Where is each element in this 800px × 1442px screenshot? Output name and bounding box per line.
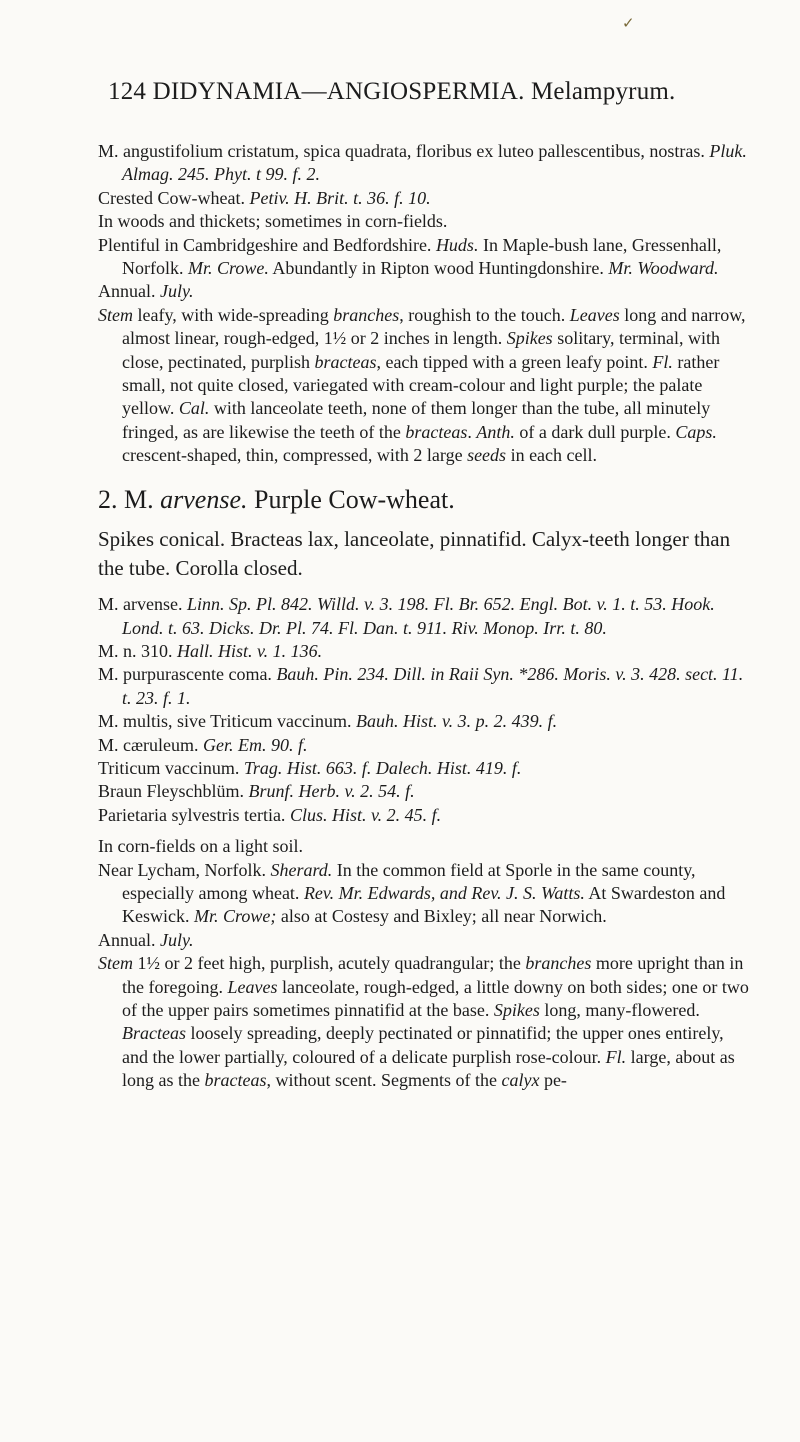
species-number: 2. M.: [98, 484, 161, 514]
description-paragraph: [98, 304, 750, 468]
citation-ref: Brunf. Herb. v. 2. 54. f.: [248, 781, 415, 802]
synonym-list: [98, 140, 750, 210]
text-run: large, about as long as the: [122, 1046, 735, 1091]
text-run: At Swardeston and Keswick.: [122, 882, 726, 927]
synonym-entry: [98, 757, 750, 780]
italic-term: Fl.: [605, 1046, 627, 1067]
text-run: pe-: [539, 1070, 567, 1091]
italic-term: bracteas: [204, 1070, 267, 1091]
italic-term: Mr. Crowe;: [193, 906, 277, 927]
text-run: solitary, terminal, with close, pectinated, purplish: [122, 328, 720, 372]
page-body: [98, 140, 750, 1093]
habitat: In corn-fields on a light soil.: [98, 836, 303, 857]
locality-place: In Maple-bush lane, Gressenhall, Norfolk.: [122, 234, 722, 279]
text-run: in each cell.: [506, 445, 598, 466]
italic-term: branches: [525, 953, 592, 974]
text-run: lanceolate, rough-edged, a little downy on both sides; one or two of the upper pairs sometimes pinnatifid at the base.: [122, 976, 749, 1020]
synonym-name: Crested Cow-wheat.: [98, 187, 250, 208]
citation-ref: Pluk. Almag. 245. Phyt. t 99. f. 2.: [122, 141, 747, 185]
synonym-entry: [98, 804, 750, 827]
running-title: DIDYNAMIA—ANGIOSPERMIA. Melampyrum.: [152, 78, 676, 105]
italic-term: Stem: [98, 953, 133, 974]
duration: Annual.: [98, 929, 156, 950]
italic-term: Anth.: [476, 421, 515, 442]
synonym-name: M. cæruleum.: [98, 734, 203, 755]
citation-ref: Hall. Hist. v. 1. 136.: [177, 640, 323, 661]
species-diagnosis: Spikes conical. Bracteas lax, lanceolate, pinnatifid. Calyx-teeth longer than the tube. Corolla closed.: [98, 527, 731, 581]
description-paragraph: [98, 952, 750, 1092]
text-run: rather small, not quite closed, variegated with cream-colour and light purple; the palate yellow.: [122, 351, 720, 419]
text-run: .: [467, 421, 477, 442]
citation-ref: Trag. Hist. 663. f. Dalech. Hist. 419. f.: [243, 757, 522, 778]
text-run: In the common field at Sporle in the same county, especially among wheat.: [122, 859, 696, 903]
locality-authority: Mr. Woodward.: [608, 258, 719, 279]
citation-ref: Petiv. H. Brit. t. 36. f. 10.: [249, 187, 431, 208]
locality-text: [98, 234, 750, 281]
synonym-name: Braun Fleyschblüm.: [98, 781, 249, 802]
italic-term: Leaves: [569, 304, 620, 325]
italic-term: Spikes: [493, 1000, 540, 1020]
italic-term: seeds: [467, 445, 507, 466]
italic-term: calyx: [501, 1070, 540, 1091]
synonym-name: M. purpurascente coma.: [98, 664, 277, 685]
text-run: with lanceolate teeth, none of them longer than the tube, all minutely fringed, as are likewise the teeth of the: [122, 398, 711, 442]
synonym-entry: [98, 710, 750, 733]
synonym-entry: [98, 140, 750, 187]
duration-line: [98, 929, 750, 952]
text-run: , roughish to the touch.: [399, 304, 570, 325]
corner-tick-mark: ✓: [622, 16, 635, 32]
text-run: , without scent. Segments of the: [266, 1070, 502, 1091]
synonym-entry: [98, 593, 750, 640]
citation-ref: Clus. Hist. v. 2. 45. f.: [289, 804, 442, 825]
species-epithet: arvense.: [160, 484, 248, 514]
italic-term: Rev. Mr. Edwards, and Rev. J. S. Watts.: [303, 882, 585, 903]
locality-text: [98, 859, 750, 929]
species-common-name: Purple Cow-wheat.: [247, 484, 455, 514]
locality-place: Plentiful in Cambridgeshire and Bedfordshire.: [98, 234, 436, 255]
flowering-month: July.: [160, 929, 194, 950]
synonym-name: Triticum vaccinum.: [98, 757, 244, 778]
text-run: leafy, with wide-spreading: [133, 304, 334, 325]
synonym-entry: [98, 663, 750, 710]
italic-term: branches: [333, 304, 400, 325]
italic-term: Bracteas: [122, 1023, 186, 1044]
italic-term: Caps.: [675, 421, 717, 442]
page-number: 124: [108, 78, 147, 105]
citation-ref: Ger. Em. 90. f.: [203, 734, 308, 755]
locality-authority: Huds.: [435, 234, 479, 255]
locality-place: Abundantly in Ripton wood Huntingdonshire.: [268, 258, 609, 279]
italic-term: Cal.: [178, 398, 210, 419]
text-run: crescent-shaped, thin, compressed, with 2 large: [122, 445, 468, 466]
citation-ref: Bauh. Pin. 234. Dill. in Raii Syn. *286. Moris. v. 3. 428. sect. 11. t. 23. f. 1.: [122, 664, 744, 708]
species-heading: [98, 484, 750, 514]
flowering-month: July.: [160, 281, 194, 302]
synonym-entry: [98, 734, 750, 757]
text-run: long, many-flowered.: [539, 1000, 700, 1020]
italic-term: Stem: [98, 304, 133, 325]
text-run: , each tipped with a green leafy point.: [376, 351, 653, 372]
text-run: long and narrow, almost linear, rough-edged, 1½ or 2 inches in length.: [122, 304, 746, 349]
text-run: of a dark dull purple.: [514, 421, 676, 442]
running-header: [108, 78, 768, 106]
synonym-name: M. arvense.: [98, 594, 187, 615]
crested-cow-wheat-entry: [98, 140, 750, 468]
synonym-entry: [98, 640, 750, 663]
italic-term: Leaves: [227, 976, 278, 997]
locality-authority: Mr. Crowe.: [188, 258, 269, 279]
synonym-name: M. multis, sive Triticum vaccinum.: [98, 711, 357, 732]
duration: Annual.: [98, 281, 156, 302]
italic-term: Spikes: [506, 328, 553, 349]
citation-ref: Linn. Sp. Pl. 842. Willd. v. 3. 198. Fl. Br. 652. Engl. Bot. v. 1. t. 53. Hook. Lond. t. 63. Dicks. Dr. Pl. 74. Fl. Dan. t. 911. Riv. Monop. Irr. t. 80.: [122, 594, 715, 638]
duration-line: [98, 280, 750, 303]
synonym-name: M. n. 310.: [98, 640, 178, 661]
italic-term: Fl.: [652, 351, 673, 372]
italic-term: bracteas: [405, 421, 468, 442]
habitat: In woods and thickets; sometimes in corn-fields.: [98, 211, 448, 232]
synonym-entry: [98, 187, 750, 210]
text-run: more upright than in the foregoing.: [122, 953, 744, 997]
text-run: loosely spreading, deeply pectinated or pinnatifid; the upper ones entirely, and the lower partially, coloured of a delicate purplish rose-colour.: [122, 1023, 724, 1067]
synonym-name: M. angustifolium cristatum, spica quadrata, floribus ex luteo pallescentibus, nostras.: [98, 141, 710, 161]
text-run: also at Costesy and Bixley; all near Norwich.: [276, 906, 607, 927]
italic-term: Sherard.: [270, 859, 333, 880]
italic-term: bracteas: [314, 351, 377, 372]
text-run: 1½ or 2 feet high, purplish, acutely quadrangular; the: [133, 953, 526, 974]
synonym-name: Parietaria sylvestris tertia.: [98, 804, 290, 825]
synonym-list: [98, 593, 750, 827]
citation-ref: Bauh. Hist. v. 3. p. 2. 439. f.: [356, 711, 558, 732]
text-run: Near Lycham, Norfolk.: [98, 859, 271, 880]
synonym-entry: [98, 780, 750, 803]
